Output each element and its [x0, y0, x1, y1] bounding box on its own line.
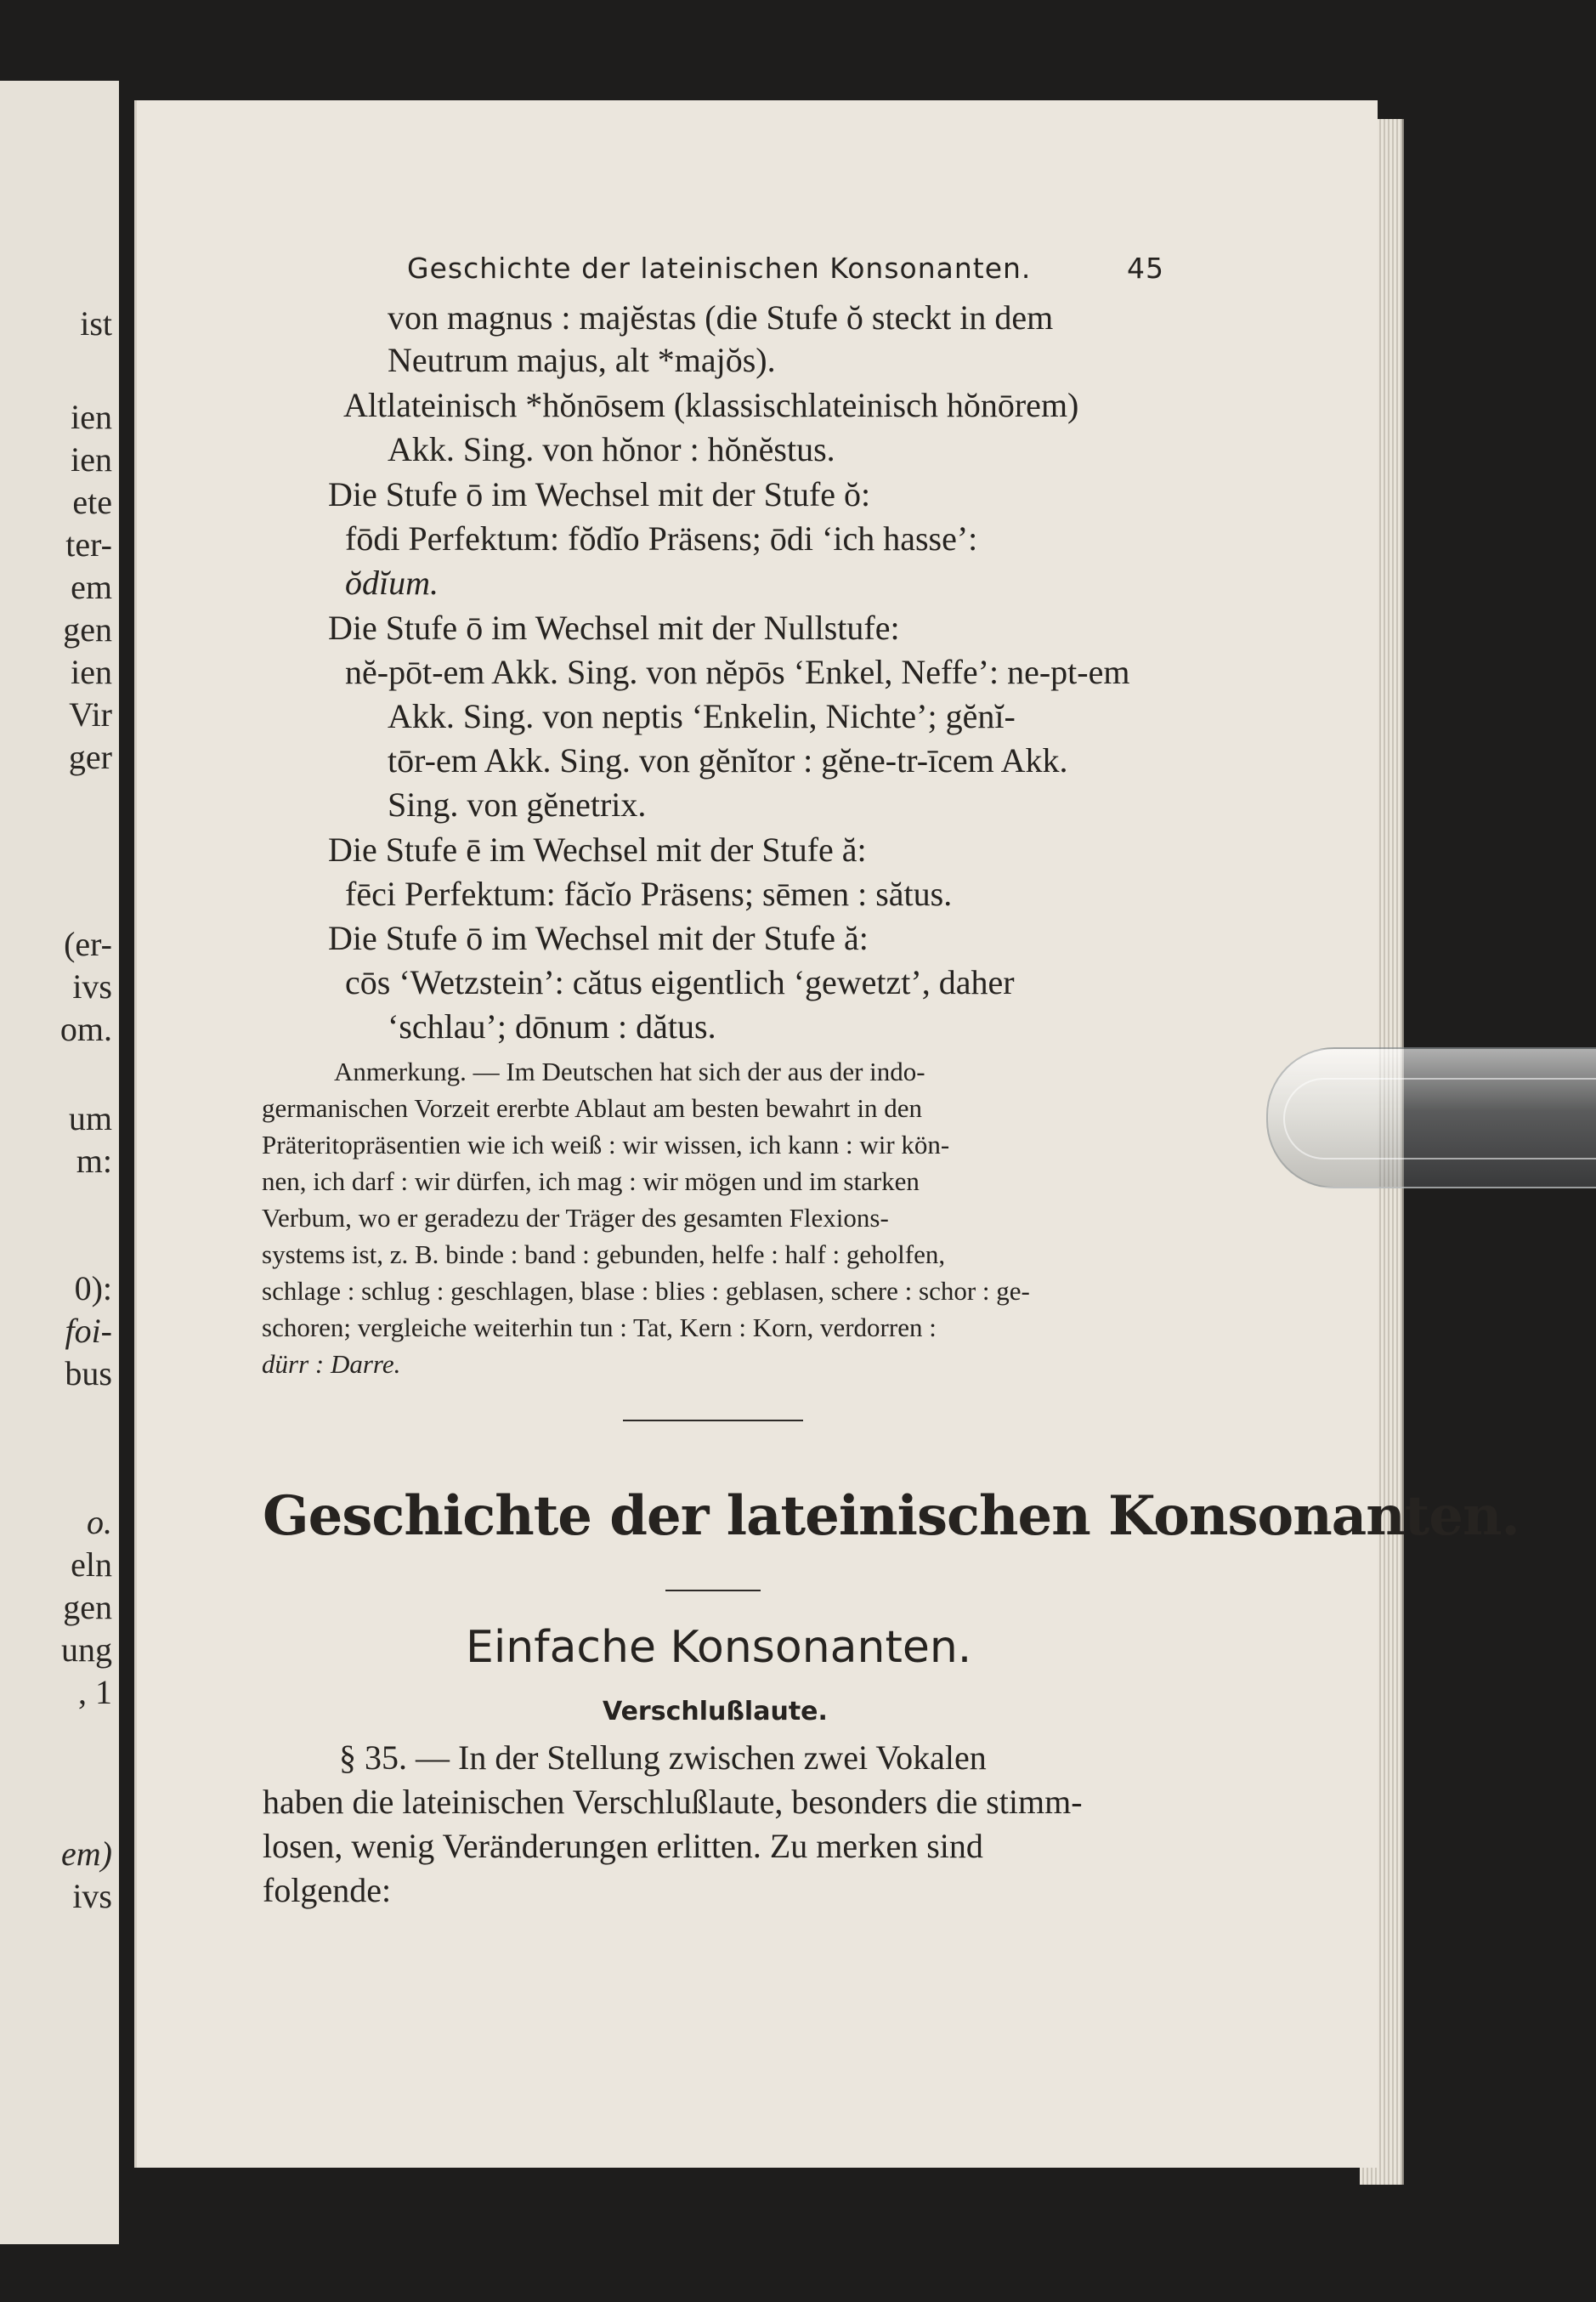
left-fragment: o. [87, 1503, 112, 1541]
body-line: Neutrum majus, alt *majŏs). [388, 341, 776, 379]
book-page [134, 100, 1520, 2168]
title-underline [665, 1590, 761, 1591]
page-holder-highlight [1283, 1078, 1596, 1160]
left-fragment: ien [71, 398, 112, 436]
left-fragment: em) [61, 1834, 112, 1873]
note-line: Anmerkung. — Im Deutschen hat sich der aus der indo- [334, 1057, 925, 1086]
body-line: Die Stufe ō im Wechsel mit der Stufe ă: [328, 919, 869, 957]
left-fragment: ter- [65, 525, 112, 564]
left-fragment: gen [63, 610, 112, 649]
left-fragment: m: [76, 1142, 112, 1180]
page-number: 45 [1127, 252, 1164, 285]
note-line: dürr : Darre. [262, 1349, 401, 1379]
left-fragment: ivs [72, 967, 112, 1006]
facing-left-page [0, 81, 119, 2244]
note-line: germanischen Vorzeit ererbte Ablaut am besten bewahrt in den [262, 1093, 923, 1123]
section-title: Geschichte der lateinischen Konsonanten. [263, 1484, 1520, 1548]
left-fragment: ivs [72, 1877, 112, 1915]
body-line: ŏdĭum. [345, 564, 439, 602]
paragraph-line: folgende: [263, 1871, 392, 1909]
left-fragment: om. [59, 1010, 112, 1048]
note-line: Verbum, wo er geradezu der Träger des gesamten Flexions- [262, 1203, 889, 1233]
left-fragment: 0): [74, 1269, 112, 1307]
body-line: Die Stufe ē im Wechsel mit der Stufe ă: [328, 831, 867, 869]
body-line: fēci Perfektum: făcĭo Präsens; sēmen : sătus. [345, 875, 953, 913]
left-fragment: ien [71, 440, 112, 479]
note-line: schlage : schlug : geschlagen, blase : blies : geblasen, schere : schor : ge- [262, 1276, 1030, 1306]
left-fragment: Vir [69, 695, 112, 734]
left-fragment: ung [61, 1630, 112, 1669]
body-line: Akk. Sing. von neptis ‘Enkelin, Nichte’; gĕnĭ- [388, 697, 1016, 735]
running-header-title: Geschichte der lateinischen Konsonanten. [407, 252, 1032, 285]
body-line: von magnus : majĕstas (die Stufe ŏ steckt in dem [388, 298, 1054, 337]
left-fragment: (er- [64, 925, 112, 963]
left-fragment: bus [65, 1354, 112, 1392]
body-line: cōs ‘Wetzstein’: cătus eigentlich ‘gewetzt’, daher [345, 963, 1015, 1001]
left-fragment: em [71, 568, 112, 606]
paragraph-line: haben die lateinischen Verschlußlaute, besonders die stimm- [263, 1783, 1083, 1821]
note-line: nen, ich darf : wir dürfen, ich mag : wir mögen und im starken [262, 1166, 920, 1196]
body-line: Die Stufe ō im Wechsel mit der Stufe ŏ: [328, 475, 871, 513]
paragraph-line: losen, wenig Veränderungen erlitten. Zu merken sind [263, 1827, 983, 1865]
body-line: Altlateinisch *hŏnōsem (klassischlateinisch hŏnōrem) [343, 386, 1079, 424]
note-line: systems ist, z. B. binde : band : gebunden, helfe : half : geholfen, [262, 1239, 946, 1269]
section-divider [623, 1420, 803, 1421]
body-line: tōr-em Akk. Sing. von gĕnĭtor : gĕne-tr-īcem Akk. [388, 741, 1068, 780]
body-line: Akk. Sing. von hŏnor : hŏnĕstus. [388, 430, 835, 468]
note-line: Präteritopräsentien wie ich weiß : wir wissen, ich kann : wir kön- [262, 1130, 950, 1160]
left-fragment: um [68, 1099, 112, 1137]
body-line: fōdi Perfektum: fŏdĭo Präsens; ōdi ‘ich hasse’: [345, 519, 978, 558]
subsubsection-title: Verschlußlaute. [603, 1697, 828, 1726]
left-fragment: , 1 [78, 1673, 112, 1711]
left-fragment: ien [71, 653, 112, 691]
left-fragment: foi- [65, 1312, 112, 1350]
paragraph-line: § 35. — In der Stellung zwischen zwei Vokalen [339, 1738, 987, 1777]
body-line: ‘schlau’; dōnum : dătus. [388, 1007, 716, 1046]
left-fragment: ist [80, 304, 112, 343]
left-fragment: ger [68, 738, 112, 776]
left-fragment: eln [71, 1545, 112, 1584]
body-line: Sing. von gĕnetrix. [388, 785, 647, 824]
left-fragment: ete [72, 483, 112, 521]
left-fragment: gen [63, 1588, 112, 1626]
body-line: Die Stufe ō im Wechsel mit der Nullstufe: [328, 609, 900, 647]
subsection-title: Einfache Konsonanten. [466, 1622, 972, 1673]
body-line: nĕ-pōt-em Akk. Sing. von nĕpōs ‘Enkel, Neffe’: ne-pt-em [345, 653, 1130, 691]
note-line: schoren; vergleiche weiterhin tun : Tat, Kern : Korn, verdorren : [262, 1313, 937, 1342]
